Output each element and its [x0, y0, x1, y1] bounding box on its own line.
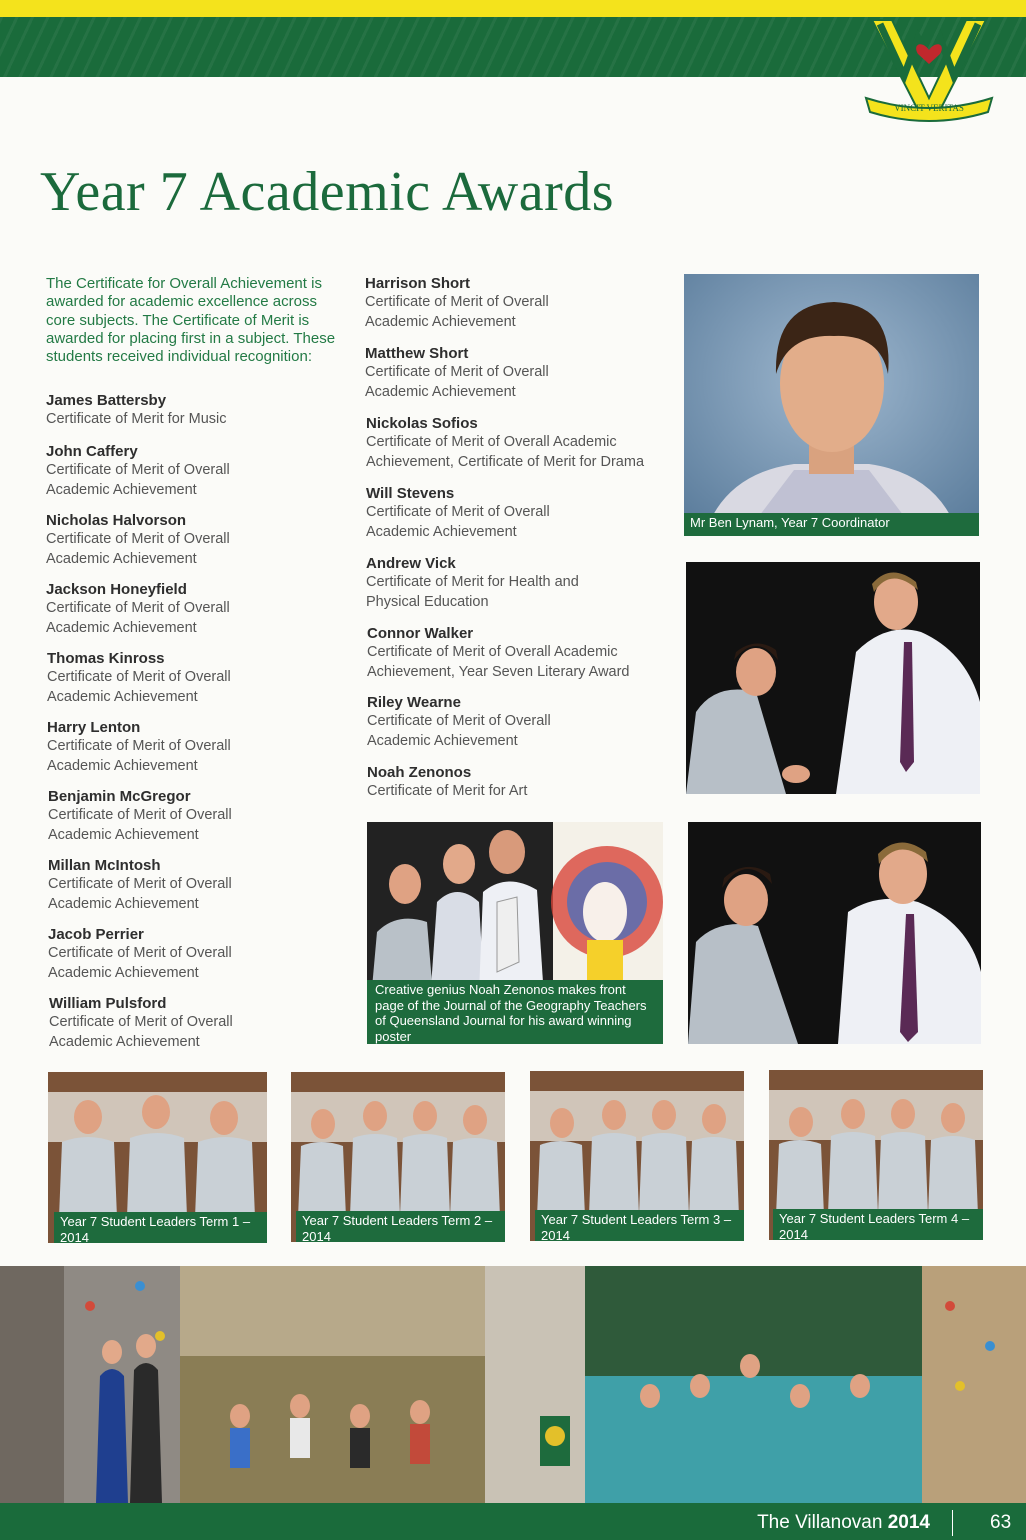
award-description: Certificate of Merit of Overall Academic Achievement	[48, 945, 232, 981]
award-name: Benjamin McGregor	[48, 788, 191, 805]
leaders-term4-caption: Year 7 Student Leaders Term 4 – 2014	[773, 1209, 983, 1240]
award-entry	[365, 274, 580, 332]
award-entry	[366, 554, 581, 612]
award-entry	[48, 856, 258, 914]
award-description: Certificate of Merit of Overall Academic Achievement	[47, 738, 231, 774]
publication-year: 2014	[887, 1512, 930, 1533]
leaders-term1-caption: Year 7 Student Leaders Term 1 – 2014	[54, 1212, 267, 1243]
award-entry	[46, 442, 256, 500]
intro-text: The Certificate for Overall Achievement is awarded for academic excellence across core subjects. The Certificate of Merit is awarded for placing first in a subject. These students received individual recognition:	[46, 275, 336, 366]
award-entry	[366, 484, 581, 542]
award-description: Certificate of Merit for Art	[367, 783, 528, 799]
award-description: Certificate of Merit of Overall Academic Achievement	[48, 876, 232, 912]
page-title: Year 7 Academic Awards	[40, 161, 615, 223]
award-description: Certificate of Merit of Overall Academic Achievement	[46, 462, 230, 498]
award-entry	[46, 580, 256, 638]
leaders-term2-caption: Year 7 Student Leaders Term 2 – 2014	[296, 1211, 505, 1242]
award-name: Harrison Short	[365, 275, 471, 292]
award-description: Certificate of Merit of Overall Academic Achievement	[365, 364, 549, 400]
award-description: Certificate of Merit of Overall Academic Achievement, Year Seven Literary Award	[367, 644, 630, 680]
publication-name: The Villanovan	[757, 1512, 883, 1533]
award-name: Nickolas Sofios	[366, 415, 478, 432]
coordinator-caption: Mr Ben Lynam, Year 7 Coordinator	[684, 513, 979, 536]
award-name: Noah Zenonos	[367, 764, 472, 781]
activity-photo-collage	[0, 1266, 1026, 1503]
award-name: William Pulsford	[49, 995, 167, 1012]
award-handshake-photo-2	[688, 822, 981, 1044]
award-name: Nicholas Halvorson	[46, 512, 187, 529]
award-name: John Caffery	[46, 443, 138, 460]
award-entry	[366, 414, 666, 472]
award-name: Matthew Short	[365, 345, 469, 362]
svg-text:VINCIT VERITAS: VINCIT VERITAS	[894, 103, 964, 113]
coordinator-portrait-photo	[684, 274, 979, 536]
award-description: Certificate of Merit of Overall Academic Achievement	[367, 713, 551, 749]
school-crest-logo	[862, 14, 996, 126]
award-description: Certificate of Merit of Overall Academic Achievement	[47, 669, 231, 705]
award-name: Andrew Vick	[366, 555, 456, 572]
award-entry	[46, 511, 256, 569]
award-name: Jacob Perrier	[48, 926, 144, 943]
award-description: Certificate of Merit of Overall Academic Achievement	[49, 1014, 233, 1050]
award-handshake-photo	[686, 562, 980, 794]
award-description: Certificate of Merit of Overall Academic Achievement	[46, 600, 230, 636]
footer-divider	[952, 1510, 953, 1536]
award-name: Millan McIntosh	[48, 857, 161, 874]
award-entry	[367, 624, 657, 682]
award-name: Jackson Honeyfield	[46, 581, 187, 598]
footer-publication	[757, 1512, 930, 1534]
award-name: Will Stevens	[366, 485, 455, 502]
award-description: Certificate of Merit for Health and Physical Education	[366, 574, 579, 610]
award-name: James Battersby	[46, 392, 167, 409]
page-number: 63	[990, 1512, 1012, 1533]
award-name: Connor Walker	[367, 625, 474, 642]
award-entry	[47, 718, 257, 776]
award-name: Harry Lenton	[47, 719, 141, 736]
award-entry	[367, 693, 582, 751]
noah-poster-caption: Creative genius Noah Zenonos makes front page of the Journal of the Geography Teachers of Queensland Journal for his award winning poster	[367, 980, 663, 1044]
award-entry	[46, 391, 346, 430]
award-entry	[48, 787, 258, 845]
leaders-term3-caption: Year 7 Student Leaders Term 3 – 2014	[535, 1210, 744, 1241]
award-entry	[365, 344, 580, 402]
award-entry	[367, 763, 582, 802]
award-description: Certificate of Merit of Overall Academic Achievement	[366, 504, 550, 540]
award-entry	[49, 994, 259, 1052]
award-description: Certificate of Merit of Overall Academic Achievement	[48, 807, 232, 843]
award-name: Riley Wearne	[367, 694, 461, 711]
award-name: Thomas Kinross	[47, 650, 165, 667]
award-description: Certificate of Merit of Overall Academic Achievement	[365, 294, 549, 330]
award-description: Certificate of Merit of Overall Academic Achievement	[46, 531, 230, 567]
award-entry	[47, 649, 257, 707]
award-description: Certificate of Merit for Music	[46, 411, 227, 427]
award-description: Certificate of Merit of Overall Academic Achievement, Certificate of Merit for Drama	[366, 434, 645, 470]
award-entry	[48, 925, 258, 983]
